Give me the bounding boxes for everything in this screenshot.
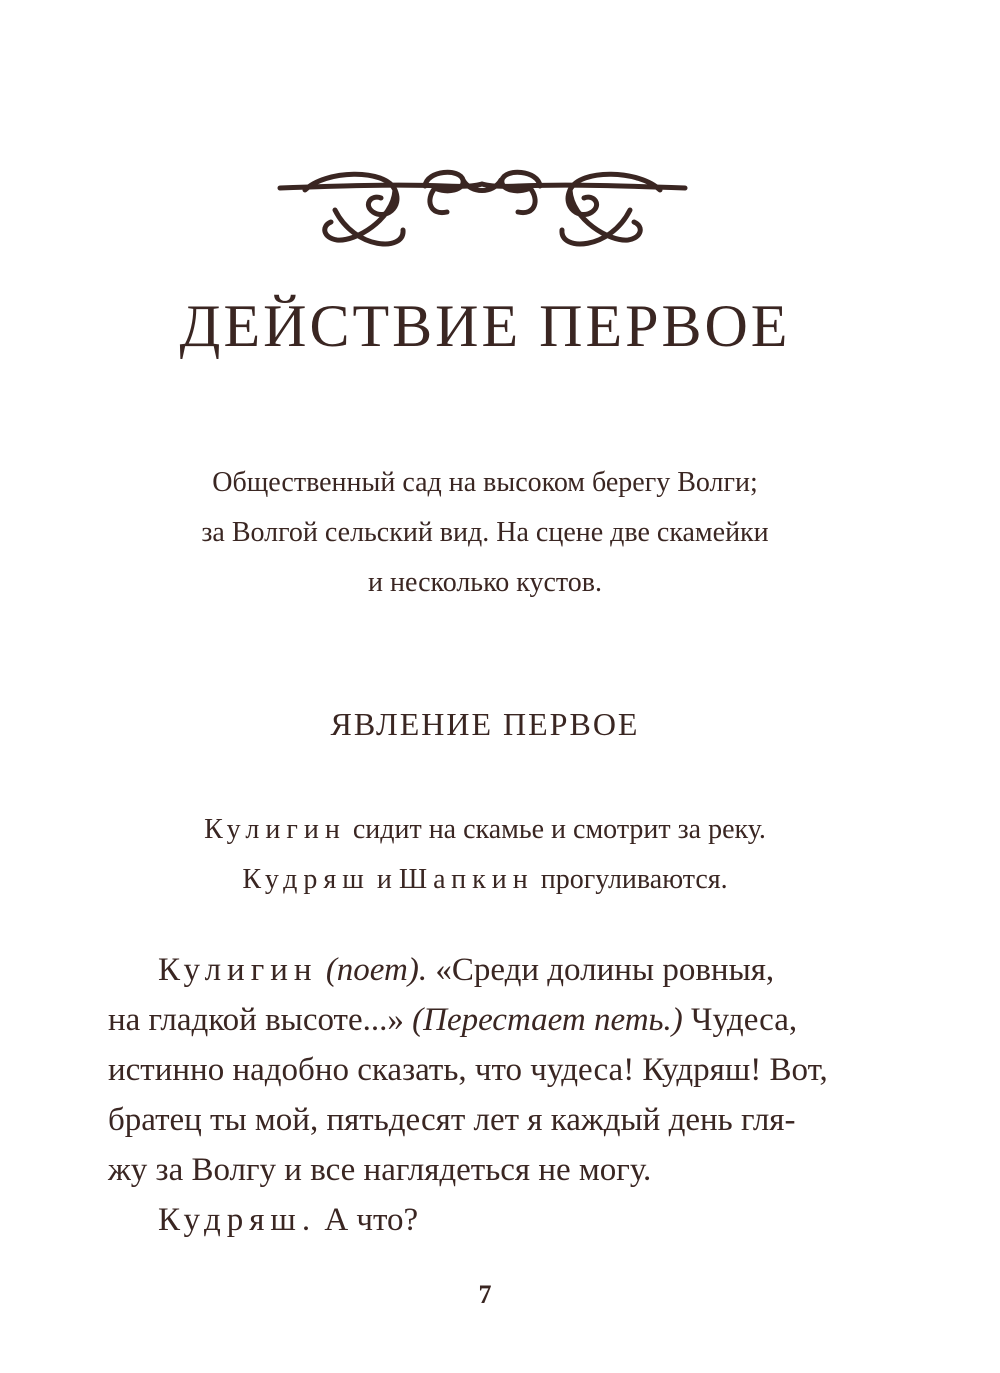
- character-name: Кудряш: [242, 864, 370, 895]
- stage-text: прогуливаются.: [533, 864, 728, 895]
- stage-line: [0, 805, 970, 855]
- dialogue-text: на гладкой высоте...»: [108, 1002, 413, 1038]
- scene-title: ЯВЛЕНИЕ ПЕРВОЕ: [330, 706, 640, 742]
- setting-line: и несколько кустов.: [368, 567, 602, 598]
- dialogue-text: «Среди долины ровныя,: [427, 952, 775, 988]
- speaker-name: Кулигин: [158, 952, 318, 988]
- dialogue-line: истинно надобно сказать, что чудеса! Кудряш! Вот,: [108, 1052, 828, 1088]
- dialogue-text: А что?: [316, 1202, 419, 1238]
- speaker-name: Кудряш.: [158, 1202, 317, 1238]
- dialogue-text: Чудеса,: [682, 1002, 798, 1038]
- stage-direction: (поет).: [325, 952, 428, 988]
- dialogue-line: [108, 995, 868, 1045]
- dialogue-line: жу за Волгу и все наглядеться не могу.: [108, 1152, 652, 1188]
- dialogue-block: [108, 945, 868, 1245]
- setting-line: Общественный сад на высоком берегу Волги;: [212, 467, 758, 498]
- dialogue-line: братец ты мой, пятьдесят лет я каждый день гля-: [108, 1102, 796, 1138]
- dialogue-line: [108, 1195, 868, 1245]
- flourish-ornament-icon: [275, 150, 690, 260]
- stage-directions: [0, 805, 970, 905]
- act-title: ДЕЙСТВИЕ ПЕРВОЕ: [179, 293, 791, 359]
- setting-description: [0, 458, 970, 608]
- page-number: 7: [478, 1280, 492, 1309]
- setting-line: за Волгой сельский вид. На сцене две скамейки: [201, 517, 769, 548]
- dialogue-line: [108, 945, 868, 995]
- stage-text: сидит на скамье и смотрит за реку.: [345, 814, 766, 845]
- stage-line: [0, 855, 970, 905]
- character-name: Кулигин: [204, 814, 346, 845]
- stage-direction: (Перестает петь.): [412, 1002, 683, 1038]
- character-name: Шапкин: [398, 864, 534, 895]
- stage-conjunction: и: [369, 864, 399, 895]
